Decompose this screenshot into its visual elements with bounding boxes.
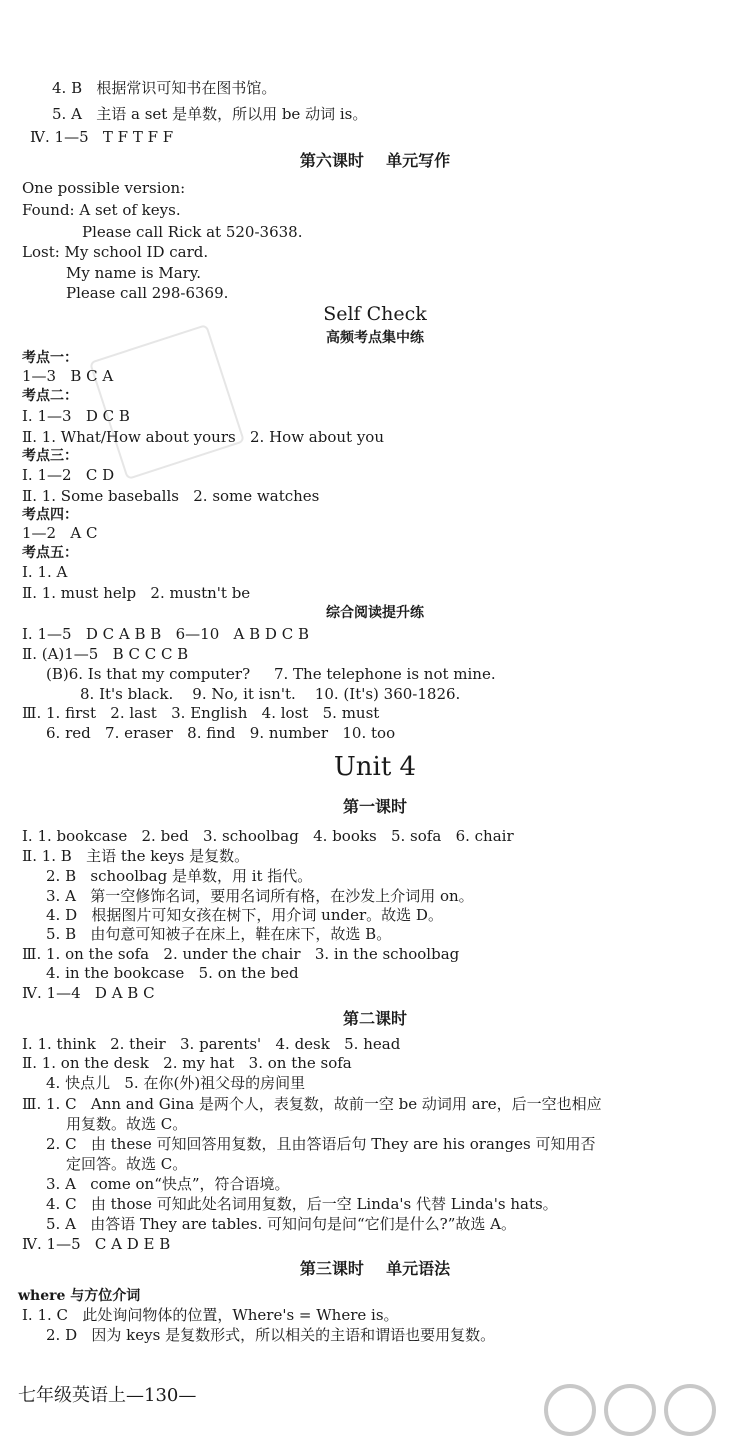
answer-line: 6. red 7. eraser 8. find 9. number 10. too xyxy=(46,724,396,742)
answer-line: Ⅱ. (A)1—5 B C C C B xyxy=(22,645,189,663)
answer-line: Lost: My school ID card. xyxy=(22,243,209,261)
answer-line: 5. A 主语 a set 是单数，所以用 be 动词 is。 xyxy=(52,105,368,123)
answer-line: Ⅳ. 1—5 T F T F F xyxy=(30,128,174,146)
section-heading: Self Check xyxy=(323,303,427,325)
answer-line: Ⅰ. 1. bookcase 2. bed 3. schoolbag 4. books 5. sofa 6. chair xyxy=(22,827,514,845)
answer-line: 4. 快点儿 5. 在你(外)祖父母的房间里 xyxy=(46,1074,306,1092)
answer-line: (B)6. Is that my computer? 7. The telephone is not mine. xyxy=(46,665,496,683)
answer-line: 4. in the bookcase 5. on the bed xyxy=(46,964,299,982)
answer-line: Ⅱ. 1. must help 2. mustn't be xyxy=(22,584,251,602)
answer-line: Ⅲ. 1. on the sofa 2. under the chair 3. in the schoolbag xyxy=(22,945,460,963)
section-heading: 第六课时 单元写作 xyxy=(299,151,451,170)
answer-line: Please call Rick at 520-3638. xyxy=(82,223,303,241)
answer-line: Ⅱ. 1. B 主语 the keys 是复数。 xyxy=(22,847,250,865)
answer-line: 5. A 由答语 They are tables. 可知问句是问“它们是什么?”故选 A。 xyxy=(46,1215,516,1233)
answer-line: Ⅳ. 1—4 D A B C xyxy=(22,984,155,1002)
answer-line: Ⅱ. 1. What/How about yours 2. How about you xyxy=(22,428,384,446)
section-heading: 第一课时 xyxy=(342,797,407,816)
grammar-topic: where 与方位介词 xyxy=(18,1288,141,1304)
section-heading: 第二课时 xyxy=(342,1009,407,1028)
answer-line: 2. C 由 these 可知回答用复数，且由答语后句 They are his oranges 可知用否 xyxy=(46,1135,596,1153)
point-label: 考点五： xyxy=(22,545,78,561)
answer-line: Ⅲ. 1. C Ann and Gina 是两个人，表复数，故前一空 be 动词用 are，后一空也相应 xyxy=(22,1095,602,1113)
point-label: 考点一： xyxy=(22,350,78,366)
answer-line: 3. A come on“快点”，符合语境。 xyxy=(46,1175,290,1193)
answer-line: 定回答。故选 C。 xyxy=(66,1155,188,1173)
point-label: 考点二： xyxy=(22,388,78,404)
answer-line: 2. B schoolbag 是单数，用 it 指代。 xyxy=(46,867,313,885)
answer-line: Found: A set of keys. xyxy=(22,201,181,219)
answer-line: 2. D 因为 keys 是复数形式，所以相关的主语和谓语也要用复数。 xyxy=(46,1326,496,1344)
answer-line: 3. A 第一空修饰名词，要用名词所有格，在沙发上介词用 on。 xyxy=(46,887,474,905)
answer-line: Ⅰ. 1—3 D C B xyxy=(22,407,130,425)
answer-line: Ⅱ. 1. on the desk 2. my hat 3. on the sofa xyxy=(22,1054,352,1072)
answer-line: Ⅰ. 1. think 2. their 3. parents' 4. desk 5. head xyxy=(22,1035,401,1053)
answer-line: One possible version: xyxy=(22,179,186,197)
answer-line: Ⅰ. 1. C 此处询问物体的位置，Where's = Where is。 xyxy=(22,1306,399,1324)
answer-line: 8. It's black. 9. No, it isn't. 10. (It's) 360-1826. xyxy=(80,685,461,703)
page-footer: 七年级英语上—130— xyxy=(18,1385,197,1406)
answer-line: Ⅳ. 1—5 C A D E B xyxy=(22,1235,171,1253)
unit-heading: Unit 4 xyxy=(333,752,417,782)
answer-line: Ⅰ. 1. A xyxy=(22,563,68,581)
answer-line: Ⅲ. 1. first 2. last 3. English 4. lost 5. must xyxy=(22,704,380,722)
answer-line: My name is Mary. xyxy=(66,264,202,282)
answer-line: 4. C 由 those 可知此处名词用复数，后一空 Linda's 代替 Linda's hats。 xyxy=(46,1195,558,1213)
subsection-heading: 高频考点集中练 xyxy=(326,330,424,346)
answer-line: 4. B 根据常识可知书在图书馆。 xyxy=(52,79,277,97)
answer-line: Ⅰ. 1—5 D C A B B 6—10 A B D C B xyxy=(22,625,309,643)
watermark-logo-icon xyxy=(540,1380,740,1444)
subsection-heading: 综合阅读提升练 xyxy=(326,605,424,621)
point-label: 考点三： xyxy=(22,448,78,464)
answer-line: 4. D 根据图片可知女孩在树下，用介词 under。故选 D。 xyxy=(46,906,443,924)
answer-line: 5. B 由句意可知被子在床上，鞋在床下，故选 B。 xyxy=(46,925,392,943)
answer-line: 1—2 A C xyxy=(22,524,98,542)
answer-line: 用复数。故选 C。 xyxy=(66,1115,188,1133)
answer-line: 1—3 B C A xyxy=(22,367,114,385)
answer-line: Ⅱ. 1. Some baseballs 2. some watches xyxy=(22,487,320,505)
point-label: 考点四： xyxy=(22,507,78,523)
answer-line: Ⅰ. 1—2 C D xyxy=(22,466,115,484)
answer-line: Please call 298-6369. xyxy=(66,284,229,302)
section-heading: 第三课时 单元语法 xyxy=(299,1259,451,1278)
